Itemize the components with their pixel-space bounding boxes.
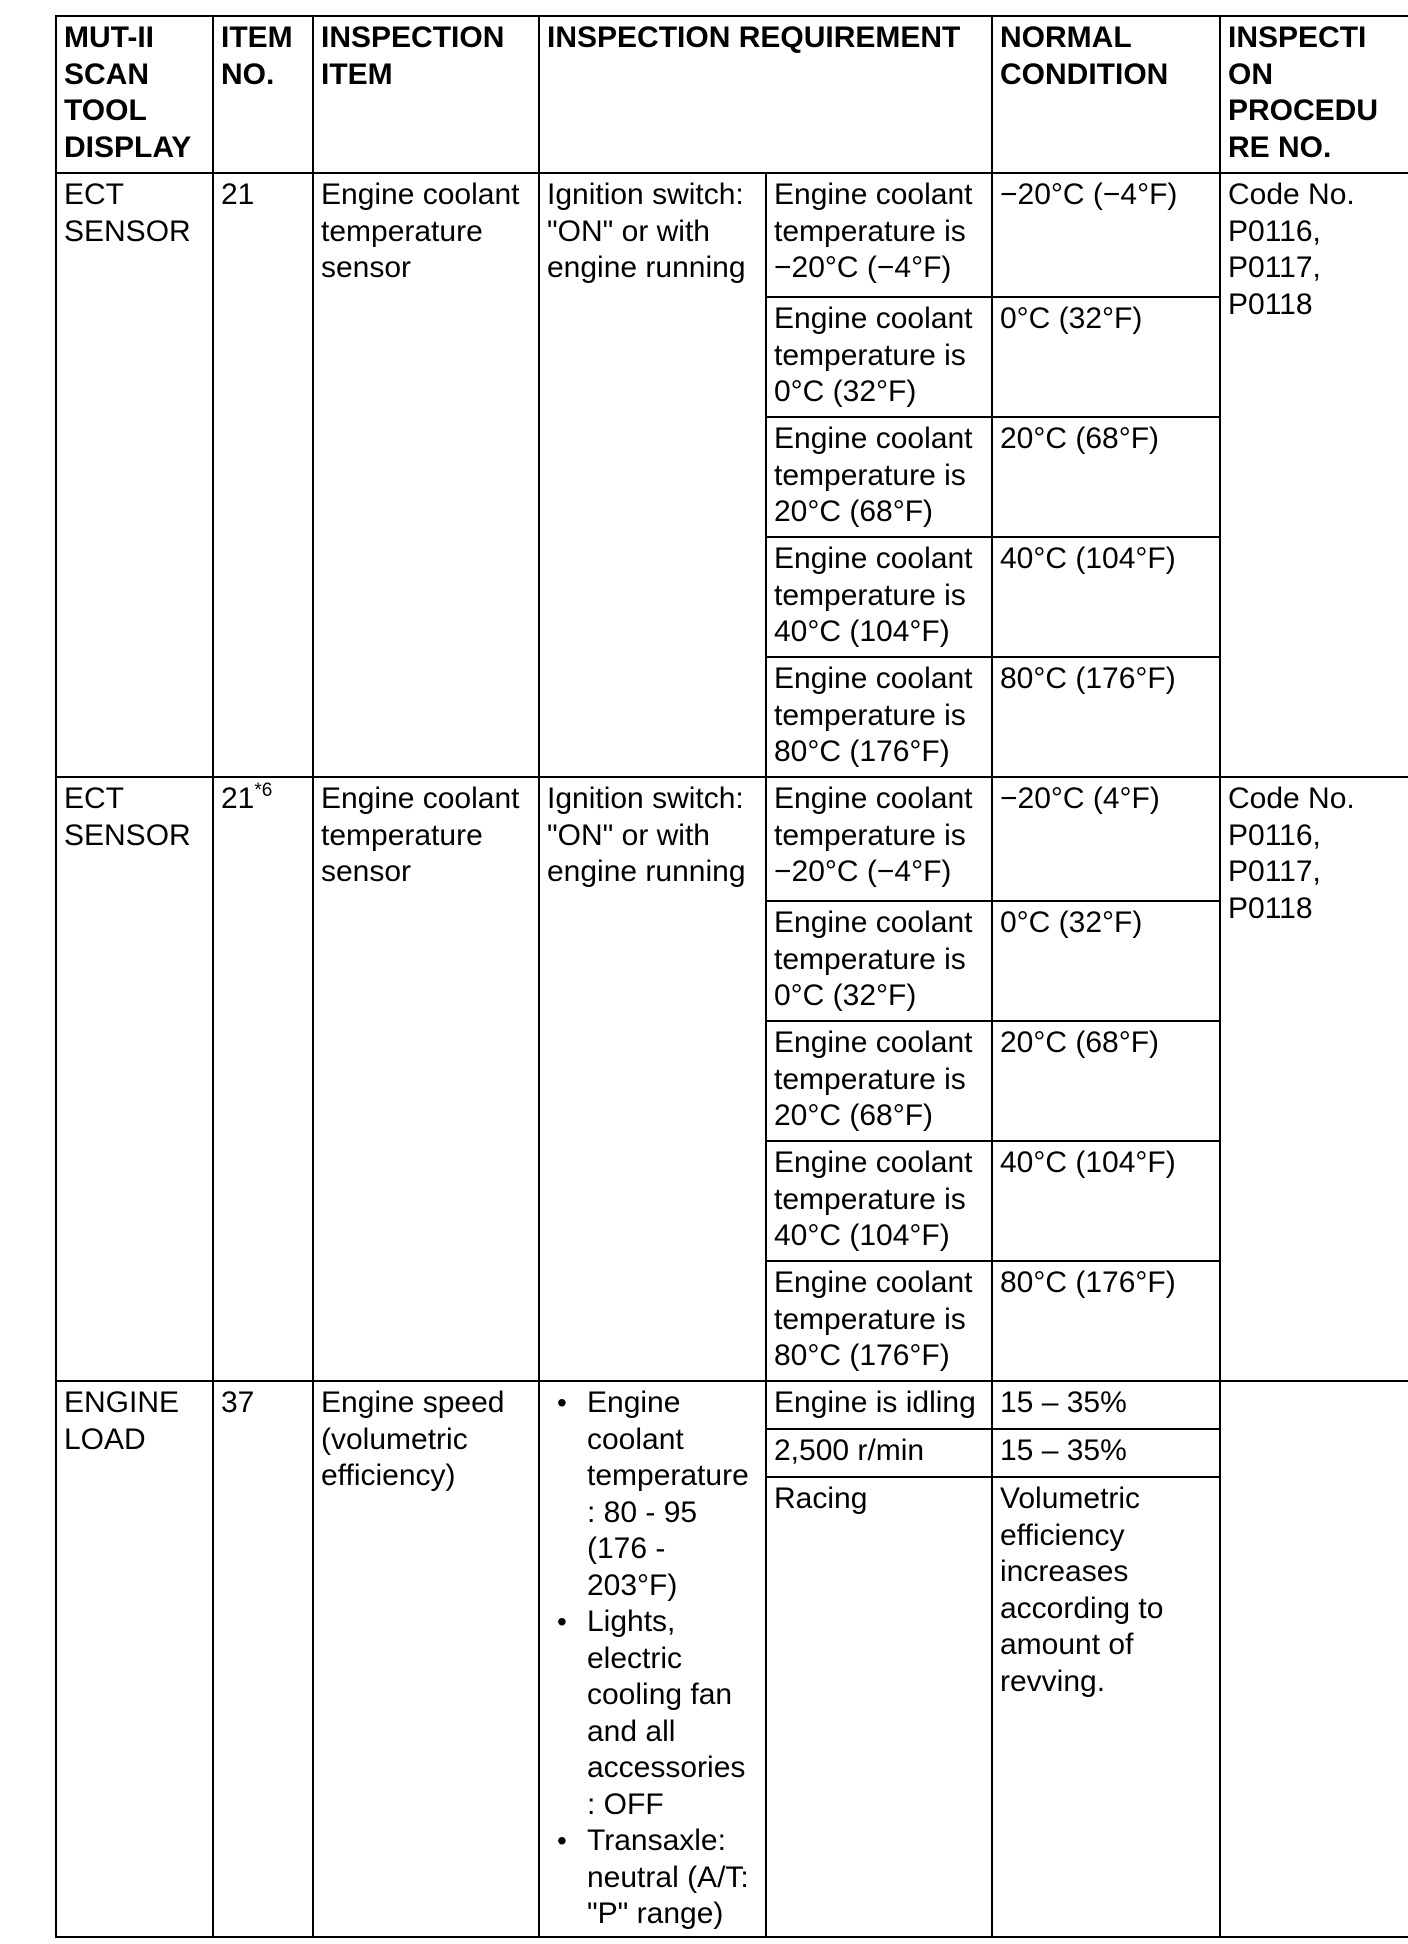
normal-condition-cell: 15 – 35% [992,1429,1220,1477]
procedure-no-cell: Code No. P0116, P0117, P0118 [1220,173,1408,777]
inspection-requirement-cell [539,1381,766,1937]
normal-condition-cell: 80°C (176°F) [992,1261,1220,1381]
item-no-value: 21 [221,782,255,815]
condition-cell: Racing [766,1477,992,1937]
inspection-item-cell: Engine speed (volumetric efficiency) [313,1381,539,1937]
normal-condition-cell: 40°C (104°F) [992,537,1220,657]
procedure-no-cell: Code No. P0116, P0117, P0118 [1220,777,1408,1381]
scan-tool-display-cell: ENGINE LOAD [56,1381,213,1937]
inspection-requirement-cell: Ignition switch: "ON" or with engine running [539,777,766,1381]
header-row [56,16,1408,173]
normal-condition-cell: −20°C (−4°F) [992,173,1220,297]
normal-condition-cell: 20°C (68°F) [992,417,1220,537]
requirement-bullet: • Lights, electric cooling fan and all accessories : OFF [587,1604,758,1823]
inspection-item-cell: Engine coolant temperature sensor [313,173,539,777]
normal-condition-cell: 0°C (32°F) [992,901,1220,1021]
condition-cell: Engine coolant temperature is 40°C (104°F) [766,1141,992,1261]
normal-condition-cell: Volumetric efficiency increases according to amount of revving. [992,1477,1220,1937]
condition-cell: Engine coolant temperature is 80°C (176°F) [766,1261,992,1381]
requirement-bullet: • Engine coolant temperature : 80 - 95 (176 - 203°F) [587,1385,758,1604]
normal-condition-cell: 15 – 35% [992,1381,1220,1429]
condition-cell: Engine coolant temperature is 20°C (68°F) [766,1021,992,1141]
condition-cell: Engine coolant temperature is −20°C (−4°F) [766,173,992,297]
item-no-cell: 37 [213,1381,313,1937]
normal-condition-cell: 40°C (104°F) [992,1141,1220,1261]
header-normal-condition: NORMAL CONDITION [992,16,1220,173]
requirement-bullet: • Transaxle: neutral (A/T: "P" range) [587,1823,758,1933]
condition-cell: Engine is idling [766,1381,992,1429]
condition-cell: 2,500 r/min [766,1429,992,1477]
condition-cell: Engine coolant temperature is 0°C (32°F) [766,297,992,417]
header-inspection-requirement: INSPECTION REQUIREMENT [539,16,992,173]
inspection-item-cell: Engine coolant temperature sensor [313,777,539,1381]
normal-condition-cell: 80°C (176°F) [992,657,1220,777]
header-item-no: ITEM NO. [213,16,313,173]
condition-cell: Engine coolant temperature is 40°C (104°F) [766,537,992,657]
header-scan-tool-display: MUT-II SCAN TOOL DISPLAY [56,16,213,173]
table-row [56,173,1408,297]
item-no-cell: 21 [213,173,313,777]
table-row [56,777,1408,901]
condition-cell: Engine coolant temperature is 0°C (32°F) [766,901,992,1021]
requirement-bullet-list [547,1385,758,1933]
normal-condition-cell: 0°C (32°F) [992,297,1220,417]
procedure-no-cell [1220,1381,1408,1937]
scan-tool-display-cell: ECT SENSOR [56,777,213,1381]
header-inspection-item: INSPECTION ITEM [313,16,539,173]
condition-cell: Engine coolant temperature is 80°C (176°F) [766,657,992,777]
item-no-cell [213,777,313,1381]
inspection-requirement-cell: Ignition switch: "ON" or with engine running [539,173,766,777]
item-no-footnote: *6 [254,780,273,801]
table-row [56,1381,1408,1429]
header-procedure-no: INSPECTI ON PROCEDU RE NO. [1220,16,1408,173]
condition-cell: Engine coolant temperature is −20°C (−4°F) [766,777,992,901]
normal-condition-cell: −20°C (4°F) [992,777,1220,901]
normal-condition-cell: 20°C (68°F) [992,1021,1220,1141]
inspection-table [55,15,1408,1938]
scan-tool-display-cell: ECT SENSOR [56,173,213,777]
condition-cell: Engine coolant temperature is 20°C (68°F) [766,417,992,537]
